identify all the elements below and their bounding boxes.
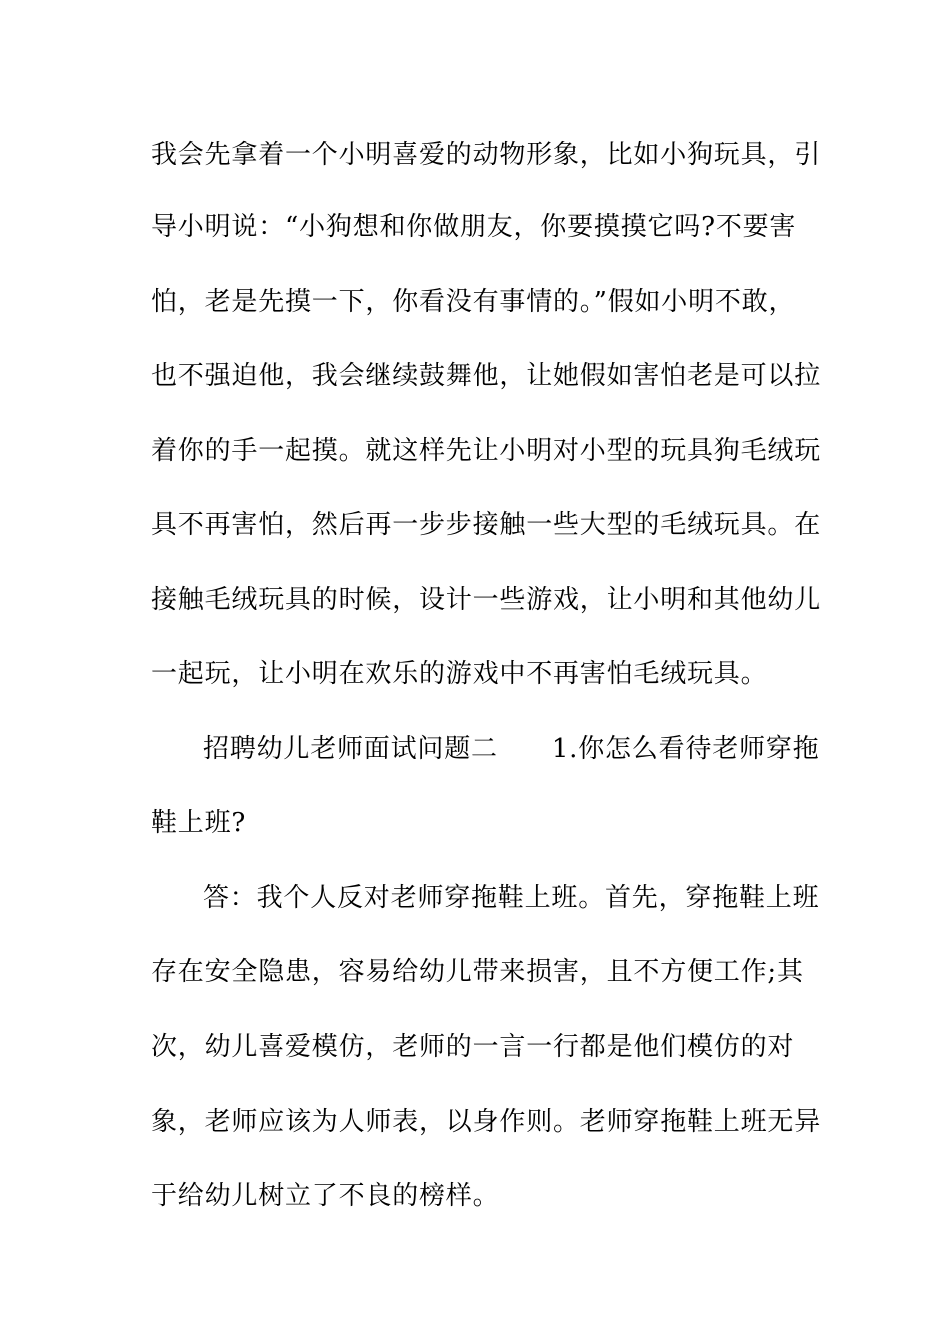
paragraph-line: 一起玩，让小明在欢乐的游戏中不再害怕毛绒玩具。 <box>151 659 768 689</box>
paragraph-line: 导小明说：“小狗想和你做朋友，你要摸摸它吗?不要害 <box>151 212 797 242</box>
paragraph-line: 着你的手一起摸。就这样先让小明对小型的玩具狗毛绒玩 <box>151 436 822 466</box>
section-heading: 招聘幼儿老师面试问题二 <box>203 734 498 764</box>
paragraph-line: 接触毛绒玩具的时候，设计一些游戏，让小明和其他幼儿 <box>151 585 822 615</box>
answer-line: 存在安全隐患，容易给幼儿带来损害，且不方便工作;其 <box>151 957 804 987</box>
answer-line: 答：我个人反对老师穿拖鞋上班。首先，穿拖鞋上班 <box>203 883 820 913</box>
answer-line: 于给幼儿树立了不良的榜样。 <box>151 1181 500 1211</box>
answer-line: 象，老师应该为人师表，以身作则。老师穿拖鞋上班无异 <box>151 1107 822 1137</box>
paragraph-line: 具不再害怕，然后再一步步接触一些大型的毛绒玩具。在 <box>151 510 822 540</box>
paragraph-line: 我会先拿着一个小明喜爱的动物形象，比如小狗玩具，引 <box>151 140 822 170</box>
question-text-continued: 鞋上班? <box>151 808 247 838</box>
section-heading-line <box>203 733 843 765</box>
paragraph-line: 怕，老是先摸一下，你看没有事情的。”假如小明不敢， <box>151 287 796 317</box>
question-text: 1.你怎么看待老师穿拖 <box>551 734 820 764</box>
paragraph-line: 也不强迫他，我会继续鼓舞他，让她假如害怕老是可以拉 <box>151 361 822 391</box>
answer-line: 次，幼儿喜爱模仿，老师的一言一行都是他们模仿的对 <box>151 1032 795 1062</box>
